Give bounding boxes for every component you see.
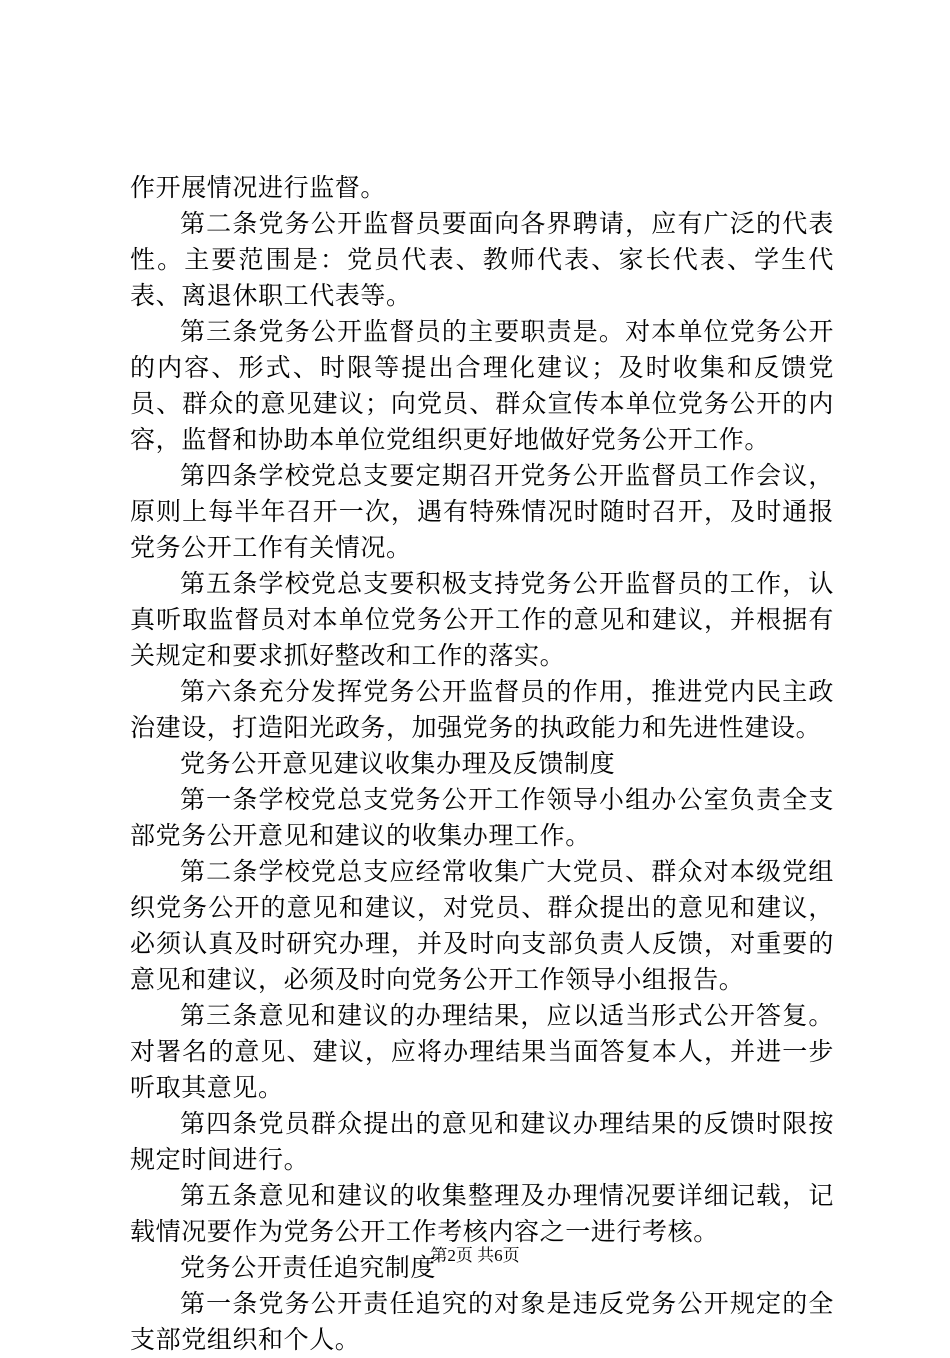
article-paragraph: 第一条学校党总支党务公开工作领导小组办公室负责全支部党务公开意见和建议的收集办理工作。 — [130, 785, 834, 850]
article-paragraph: 第五条学校党总支要积极支持党务公开监督员的工作，认真听取监督员对本单位党务公开工作的意见和建议，并根据有关规定和要求抓好整改和工作的落实。 — [130, 569, 834, 670]
article-paragraph: 第三条党务公开监督员的主要职责是。对本单位党务公开的内容、形式、时限等提出合理化建议；及时收集和反馈党员、群众的意见建议；向党员、群众宣传本单位党务公开的内容，监督和协助本单位党组织更好地做好党务公开工作。 — [130, 317, 834, 454]
document-body — [130, 170, 834, 1358]
article-paragraph: 第四条学校党总支要定期召开党务公开监督员工作会议，原则上每半年召开一次，遇有特殊情况时随时召开，及时通报党务公开工作有关情况。 — [130, 461, 834, 562]
article-paragraph: 第五条意见和建议的收集整理及办理情况要详细记载，记载情况要作为党务公开工作考核内容之一进行考核。 — [130, 1181, 834, 1246]
article-paragraph: 第二条党务公开监督员要面向各界聘请，应有广泛的代表性。主要范围是：党员代表、教师代表、家长代表、学生代表、离退休职工代表等。 — [130, 209, 834, 310]
section-heading: 党务公开意见建议收集办理及反馈制度 — [180, 749, 616, 778]
article-paragraph: 第二条学校党总支应经常收集广大党员、群众对本级党组织党务公开的意见和建议，对党员、群众提出的意见和建议，必须认真及时研究办理，并及时向支部负责人反馈，对重要的意见和建议，必须及时向党务公开工作领导小组报告。 — [130, 857, 834, 994]
page-number-label: 第2页 共6页 — [430, 1246, 520, 1265]
article-paragraph: 第六条充分发挥党务公开监督员的作用，推进党内民主政治建设，打造阳光政务，加强党务的执政能力和先进性建设。 — [130, 677, 834, 742]
page-footer — [0, 1244, 950, 1268]
section-heading: 党务公开责任追究制度 — [180, 1253, 437, 1282]
article-paragraph: 第四条党员群众提出的意见和建议办理结果的反馈时限按规定时间进行。 — [130, 1109, 834, 1174]
article-paragraph: 第三条意见和建议的办理结果，应以适当形式公开答复。对署名的意见、建议，应将办理结果当面答复本人，并进一步听取其意见。 — [130, 1001, 834, 1102]
paragraph-continuation: 作开展情况进行监督。 — [130, 173, 387, 202]
article-paragraph: 第一条党务公开责任追究的对象是违反党务公开规定的全支部党组织和个人。 — [130, 1289, 834, 1354]
